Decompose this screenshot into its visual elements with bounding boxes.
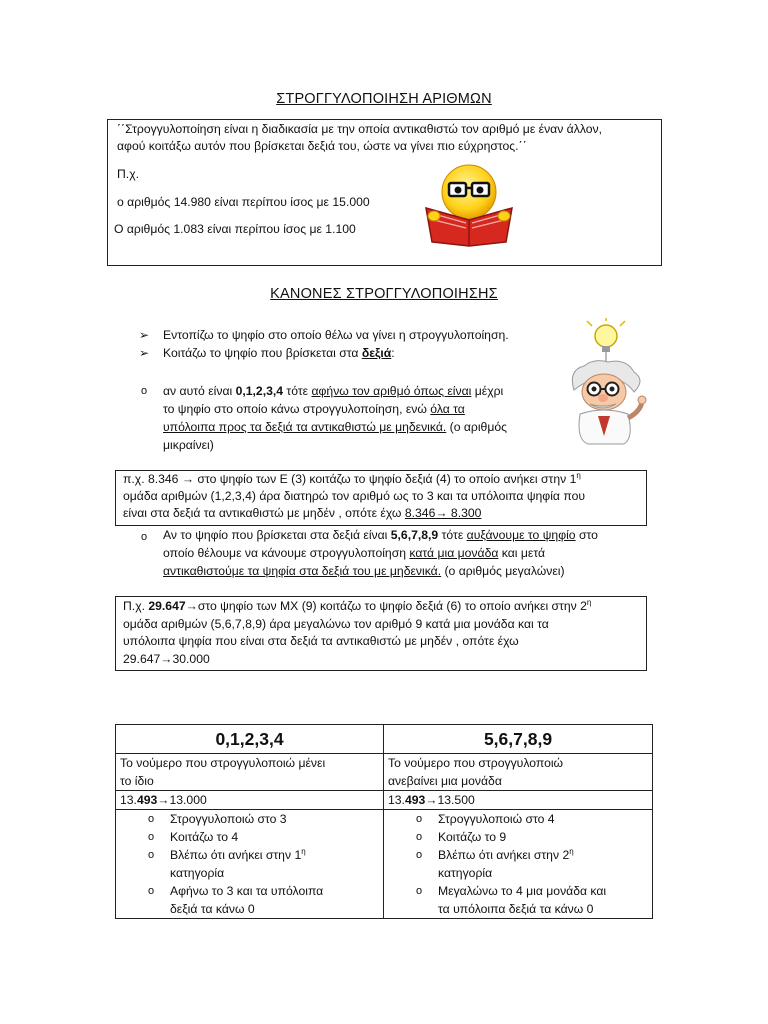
circle-bullet-icon: o <box>141 531 148 543</box>
arrow-icon: → <box>160 652 173 666</box>
example-b-line-2: ομάδα αριθμών (5,6,7,8,9) άρα μεγαλώνω τον αριθμό 9 κατά μια μονάδα και τα <box>123 617 549 631</box>
professor-idea-icon <box>566 318 652 446</box>
example-a-line-2: ομάδα αριθμών (1,2,3,4) άρα διατηρώ τον αριθμό ως το 3 και τα υπόλοιπα ψηφία που <box>123 489 586 503</box>
reading-smiley-icon <box>420 158 518 248</box>
arrow-icon: → <box>181 472 195 486</box>
example-b-line-3: υπόλοιπα ψηφία που είναι στα δεξιά τα αντικαθιστώ με μηδέν , οπότε έχω <box>123 634 519 648</box>
example-b-line-1: Π.χ. 29.647→στο ψηφίο των ΜΧ (9) κοιτάζω το ψηφίο δεξιά (6) το οποίο ανήκει στην $2^\eta$ <box>123 598 592 613</box>
case1-line-3: υπόλοιπα προς τα δεξιά τα αντικαθιστώ με μηδενικά. (ο αριθμός <box>163 420 508 434</box>
steps-round-down <box>116 810 384 919</box>
arrow-bullet-icon: ➢ <box>139 346 150 360</box>
arrow-icon: → <box>435 506 448 520</box>
list-item: o Στρογγυλοποιώ στο 4 <box>416 812 555 826</box>
list-item: o Βλέπω ότι ανήκει στην $1^\eta$ κατηγορία <box>148 847 306 880</box>
example-label: Π.χ. <box>117 167 139 181</box>
example-b-box <box>115 596 647 671</box>
example-b-line-4: 29.647→30.000 <box>123 652 210 666</box>
case1-line-1: αν αυτό είναι 0,1,2,3,4 τότε αφήνω τον αριθμό όπως είναι μέχρι <box>163 384 504 398</box>
header-round-down: 0,1,2,3,4 <box>116 725 384 754</box>
list-item: o Βλέπω ότι ανήκει στην $2^\eta$ κατηγορία <box>416 847 574 880</box>
arrow-icon: → <box>185 599 198 613</box>
definition-line-1: ΄΄Στρογγυλοποίηση είναι η διαδικασία με την οποία αντικαθιστώ τον αριθμό με έναν άλλον, <box>117 122 602 136</box>
definition-line-2: αφού κοιτάξω αυτόν που βρίσκεται δεξιά του, ώστε να γίνει πιο εύχρηστος.΄΄ <box>117 139 527 153</box>
desc-round-up: Το νούμερο που στρογγυλοποιώ ανεβαίνει μια μονάδα <box>384 754 653 791</box>
example-a-line-1: π.χ. 8.346 → στο ψηφίο των Ε (3) κοιτάζω το ψηφίο δεξιά (4) το οποίο ανήκει στην $1^\eta$ <box>123 471 581 486</box>
steps-round-up <box>384 810 653 919</box>
rule-step-2: Κοιτάζω το ψηφίο που βρίσκεται στα δεξιά: <box>163 346 395 360</box>
list-item: o Μεγαλώνω το 4 μια μονάδα και τα υπόλοιπα δεξιά τα κάνω 0 <box>416 884 607 916</box>
table-row <box>116 810 653 919</box>
arrow-icon: → <box>425 793 438 807</box>
case2-line-3: αντικαθιστούμε τα ψηφία στα δεξιά του με μηδενικά. (ο αριθμός μεγαλώνει) <box>163 564 565 578</box>
desc-round-down: Το νούμερο που στρογγυλοποιώ μένει το ίδιο <box>116 754 384 791</box>
list-item: o Αφήνω το 3 και τα υπόλοιπα δεξιά τα κάνω 0 <box>148 884 324 916</box>
case1-line-4: μικραίνει) <box>163 438 214 452</box>
table-row <box>116 791 653 810</box>
list-item: o Κοιτάζω το 9 <box>416 830 507 844</box>
header-round-up: 5,6,7,8,9 <box>384 725 653 754</box>
list-item: o Κοιτάζω το 4 <box>148 830 239 844</box>
example-round-up: 13.493→13.500 <box>384 791 653 810</box>
table-row <box>116 725 653 754</box>
intro-example-1: ο αριθμός 14.980 είναι περίπου ίσος με 15.000 <box>117 195 370 209</box>
rules-title: ΚΑΝΟΝΕΣ ΣΤΡΟΓΓΥΛΟΠΟΙΗΣΗΣ <box>270 286 498 302</box>
case2-line-2: οποίο θέλουμε να κάνουμε στρογγυλοποίηση κατά μια μονάδα και μετά <box>163 546 546 560</box>
table-row <box>116 754 653 791</box>
definition-box <box>107 119 662 266</box>
list-item: o Στρογγυλοποιώ στο 3 <box>148 812 287 826</box>
rounding-summary-table <box>115 724 653 919</box>
page-title: ΣΤΡΟΓΓΥΛΟΠΟΙΗΣΗ ΑΡΙΘΜΩΝ <box>276 91 492 107</box>
arrow-bullet-icon: ➢ <box>139 328 150 342</box>
case1-line-2: το ψηφίο στο οποίο κάνω στρογγυλοποίηση, ενώ όλα τα <box>163 402 465 416</box>
intro-example-2: Ο αριθμός 1.083 είναι περίπου ίσος με 1.100 <box>114 222 356 236</box>
example-a-box <box>115 470 647 526</box>
circle-bullet-icon: o <box>141 385 148 397</box>
arrow-icon: → <box>157 793 170 807</box>
example-a-line-3: είναι στα δεξιά τα αντικαθιστώ με μηδέν , οπότε έχω 8.346→ 8.300 <box>123 506 482 520</box>
case2-line-1: Αν το ψηφίο που βρίσκεται στα δεξιά είναι 5,6,7,8,9 τότε αυξάνουμε το ψηφίο στο <box>163 528 598 542</box>
example-round-down: 13.493→13.000 <box>116 791 384 810</box>
rule-step-1: Εντοπίζω το ψηφίο στο οποίο θέλω να γίνει η στρογγυλοποίηση. <box>163 328 509 342</box>
